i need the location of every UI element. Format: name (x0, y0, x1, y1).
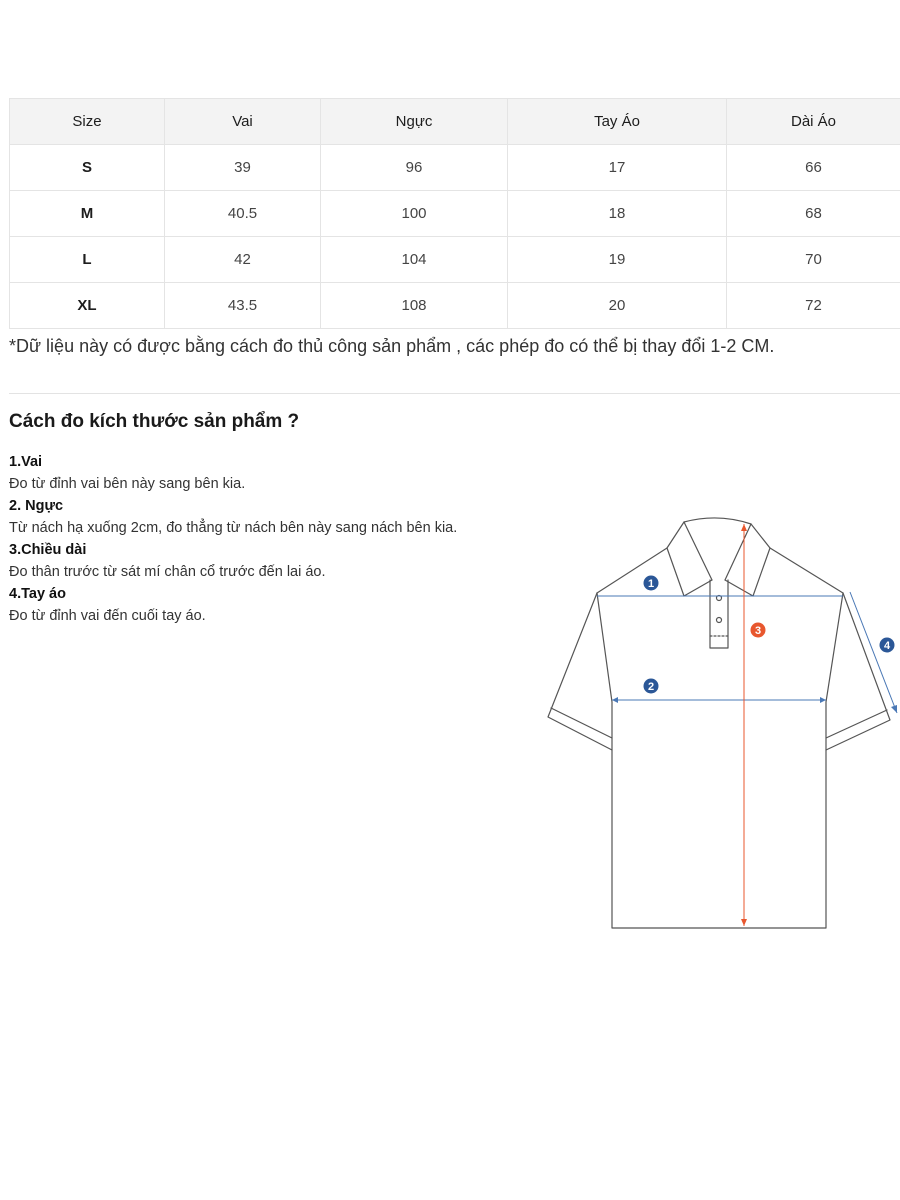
table-row (10, 283, 900, 329)
table-cell: 20 (508, 283, 727, 329)
step-text-shoulder: Đo từ đỉnh vai bên này sang bên kia. (9, 476, 246, 492)
header-nguc: Ngực (321, 99, 508, 145)
table-cell: 42 (165, 237, 321, 283)
size-table (9, 98, 900, 329)
table-cell: 68 (727, 191, 900, 237)
svg-text:1: 1 (647, 578, 655, 590)
table-cell-size: M (10, 191, 165, 237)
svg-text:3: 3 (754, 625, 762, 637)
table-cell-size: S (10, 145, 165, 191)
table-cell-size: XL (10, 283, 165, 329)
header-vai: Vai (165, 99, 321, 145)
marker-2-icon (644, 679, 659, 694)
table-cell: 18 (508, 191, 727, 237)
table-cell: 66 (727, 145, 900, 191)
svg-text:2: 2 (647, 681, 655, 693)
step-heading-chest: 2. Ngực (9, 498, 64, 514)
divider (9, 393, 900, 394)
shirt-outline (548, 518, 890, 928)
table-cell: 19 (508, 237, 727, 283)
table-cell: 40.5 (165, 191, 321, 237)
table-cell-size: L (10, 237, 165, 283)
table-cell: 104 (321, 237, 508, 283)
table-cell: 39 (165, 145, 321, 191)
step-text-sleeve: Đo từ đỉnh vai đến cuối tay áo. (9, 608, 206, 624)
marker-1-icon (644, 576, 659, 591)
step-heading-sleeve: 4.Tay áo (9, 586, 66, 602)
section-title: Cách đo kích thước sản phẩm ? (9, 411, 300, 432)
step-heading-shoulder: 1.Vai (9, 454, 43, 470)
measurement-lines (597, 524, 897, 926)
header-tay-ao: Tay Áo (508, 99, 727, 145)
table-row (10, 237, 900, 283)
measurement-note: *Dữ liệu này có được bằng cách đo thủ công sản phẩm , các phép đo có thể bị thay đổi 1-2 CM. (9, 336, 775, 356)
step-heading-length: 3.Chiều dài (9, 542, 87, 558)
header-dai-ao: Dài Áo (727, 99, 900, 145)
marker-4-icon (880, 638, 895, 653)
marker-3-icon (751, 623, 766, 638)
table-header-row (10, 99, 900, 145)
measurement-instructions (9, 451, 469, 627)
step-text-length: Đo thân trước từ sát mí chân cổ trước đến lai áo. (9, 564, 326, 580)
table-cell: 72 (727, 283, 900, 329)
table-cell: 96 (321, 145, 508, 191)
polo-shirt-diagram (540, 510, 900, 930)
svg-text:4: 4 (883, 640, 891, 652)
table-cell: 108 (321, 283, 508, 329)
table-cell: 70 (727, 237, 900, 283)
table-cell: 17 (508, 145, 727, 191)
header-size: Size (10, 99, 165, 145)
table-row (10, 145, 900, 191)
table-cell: 100 (321, 191, 508, 237)
table-cell: 43.5 (165, 283, 321, 329)
table-row (10, 191, 900, 237)
step-text-chest: Từ nách hạ xuống 2cm, đo thẳng từ nách bên này sang nách bên kia. (9, 520, 458, 536)
